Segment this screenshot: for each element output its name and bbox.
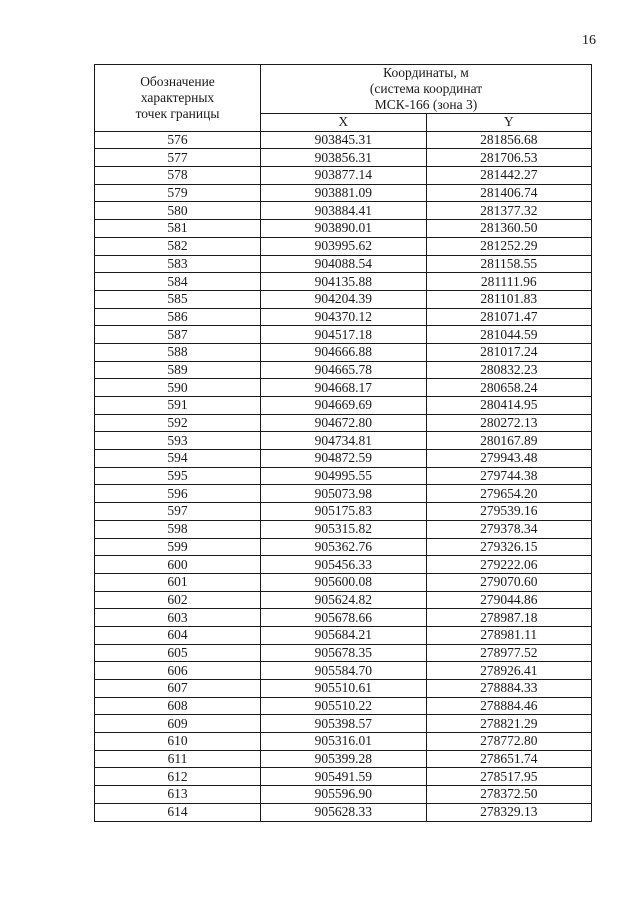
coords-header-line: Координаты, м bbox=[383, 65, 469, 80]
y-coordinate-cell: 281158.55 bbox=[426, 255, 592, 273]
x-coordinate-cell: 905584.70 bbox=[261, 662, 427, 680]
y-coordinate-cell: 279070.60 bbox=[426, 573, 592, 591]
point-cell: 602 bbox=[95, 591, 261, 609]
table-row bbox=[95, 715, 592, 733]
x-coordinate-cell: 905678.66 bbox=[261, 609, 427, 627]
table-row bbox=[95, 786, 592, 804]
y-coordinate-cell: 279044.86 bbox=[426, 591, 592, 609]
x-coordinate-cell: 905316.01 bbox=[261, 733, 427, 751]
x-coordinate-cell: 904135.88 bbox=[261, 273, 427, 291]
point-cell: 582 bbox=[95, 237, 261, 255]
y-coordinate-cell: 279744.38 bbox=[426, 467, 592, 485]
point-cell: 593 bbox=[95, 432, 261, 450]
x-coordinate-cell: 905628.33 bbox=[261, 803, 427, 821]
x-coordinate-cell: 905491.59 bbox=[261, 768, 427, 786]
table-row bbox=[95, 220, 592, 238]
y-coordinate-cell: 281360.50 bbox=[426, 220, 592, 238]
y-coordinate-cell: 281377.32 bbox=[426, 202, 592, 220]
y-coordinate-cell: 279654.20 bbox=[426, 485, 592, 503]
header-row bbox=[95, 65, 592, 114]
table-row bbox=[95, 432, 592, 450]
y-coordinate-cell: 278987.18 bbox=[426, 609, 592, 627]
y-coordinate-cell: 281706.53 bbox=[426, 149, 592, 167]
x-coordinate-cell: 903995.62 bbox=[261, 237, 427, 255]
y-coordinate-cell: 279326.15 bbox=[426, 538, 592, 556]
table-header bbox=[95, 65, 592, 132]
y-coordinate-cell: 280167.89 bbox=[426, 432, 592, 450]
x-coordinate-cell: 904088.54 bbox=[261, 255, 427, 273]
table-row bbox=[95, 397, 592, 415]
point-cell: 590 bbox=[95, 379, 261, 397]
point-designation-header bbox=[95, 65, 261, 132]
table-row bbox=[95, 379, 592, 397]
x-coordinate-cell: 905600.08 bbox=[261, 573, 427, 591]
x-coordinate-cell: 904672.80 bbox=[261, 414, 427, 432]
y-coordinate-cell: 281856.68 bbox=[426, 131, 592, 149]
x-coordinate-cell: 905510.22 bbox=[261, 697, 427, 715]
x-coordinate-cell: 905073.98 bbox=[261, 485, 427, 503]
y-coordinate-cell: 278981.11 bbox=[426, 626, 592, 644]
y-coordinate-cell: 278977.52 bbox=[426, 644, 592, 662]
point-cell: 577 bbox=[95, 149, 261, 167]
point-cell: 604 bbox=[95, 626, 261, 644]
y-coordinate-cell: 280658.24 bbox=[426, 379, 592, 397]
point-cell: 611 bbox=[95, 750, 261, 768]
y-coordinate-cell: 278329.13 bbox=[426, 803, 592, 821]
point-cell: 589 bbox=[95, 361, 261, 379]
point-cell: 585 bbox=[95, 290, 261, 308]
x-coordinate-cell: 903881.09 bbox=[261, 184, 427, 202]
y-column-header: Y bbox=[426, 114, 592, 132]
table-row bbox=[95, 343, 592, 361]
point-cell: 594 bbox=[95, 450, 261, 468]
y-coordinate-cell: 281252.29 bbox=[426, 237, 592, 255]
table-row bbox=[95, 609, 592, 627]
table-body bbox=[95, 131, 592, 821]
table-row bbox=[95, 644, 592, 662]
y-coordinate-cell: 278884.46 bbox=[426, 697, 592, 715]
point-cell: 581 bbox=[95, 220, 261, 238]
y-coordinate-cell: 281071.47 bbox=[426, 308, 592, 326]
y-coordinate-cell: 281101.83 bbox=[426, 290, 592, 308]
x-coordinate-cell: 904370.12 bbox=[261, 308, 427, 326]
coords-header-line: МСК-166 (зона 3) bbox=[374, 97, 478, 112]
y-coordinate-cell: 278651.74 bbox=[426, 750, 592, 768]
table-row bbox=[95, 450, 592, 468]
page-number: 16 bbox=[582, 33, 596, 48]
table-row bbox=[95, 697, 592, 715]
table-row bbox=[95, 680, 592, 698]
x-coordinate-cell: 905678.35 bbox=[261, 644, 427, 662]
point-cell: 613 bbox=[95, 786, 261, 804]
point-cell: 587 bbox=[95, 326, 261, 344]
table-row bbox=[95, 255, 592, 273]
y-coordinate-cell: 281044.59 bbox=[426, 326, 592, 344]
point-cell: 591 bbox=[95, 397, 261, 415]
point-cell: 588 bbox=[95, 343, 261, 361]
coordinates-table bbox=[94, 64, 592, 822]
x-coordinate-cell: 905456.33 bbox=[261, 556, 427, 574]
point-cell: 600 bbox=[95, 556, 261, 574]
table-row bbox=[95, 290, 592, 308]
table-row bbox=[95, 273, 592, 291]
point-header-line: точек границы bbox=[135, 105, 220, 121]
table-row bbox=[95, 202, 592, 220]
x-coordinate-cell: 905399.28 bbox=[261, 750, 427, 768]
point-cell: 612 bbox=[95, 768, 261, 786]
x-coordinate-cell: 903877.14 bbox=[261, 167, 427, 185]
table-row bbox=[95, 733, 592, 751]
point-cell: 614 bbox=[95, 803, 261, 821]
y-coordinate-cell: 279378.34 bbox=[426, 520, 592, 538]
point-cell: 586 bbox=[95, 308, 261, 326]
table-row bbox=[95, 750, 592, 768]
x-column-header: X bbox=[261, 114, 427, 132]
table-row bbox=[95, 538, 592, 556]
table-row bbox=[95, 485, 592, 503]
table-row bbox=[95, 662, 592, 680]
table-row bbox=[95, 556, 592, 574]
table-row bbox=[95, 361, 592, 379]
table-row bbox=[95, 626, 592, 644]
point-header-line: Обозначение bbox=[140, 73, 215, 89]
y-coordinate-cell: 281406.74 bbox=[426, 184, 592, 202]
y-coordinate-cell: 279539.16 bbox=[426, 503, 592, 521]
point-cell: 580 bbox=[95, 202, 261, 220]
table-row bbox=[95, 573, 592, 591]
coordinates-header bbox=[261, 65, 592, 114]
point-cell: 597 bbox=[95, 503, 261, 521]
point-cell: 608 bbox=[95, 697, 261, 715]
y-coordinate-cell: 280414.95 bbox=[426, 397, 592, 415]
point-cell: 605 bbox=[95, 644, 261, 662]
table-row bbox=[95, 326, 592, 344]
x-coordinate-cell: 905596.90 bbox=[261, 786, 427, 804]
y-coordinate-cell: 281442.27 bbox=[426, 167, 592, 185]
y-coordinate-cell: 278517.95 bbox=[426, 768, 592, 786]
point-header-line: характерных bbox=[140, 89, 215, 105]
table-row bbox=[95, 520, 592, 538]
point-cell: 606 bbox=[95, 662, 261, 680]
point-cell: 578 bbox=[95, 167, 261, 185]
x-coordinate-cell: 904204.39 bbox=[261, 290, 427, 308]
x-coordinate-cell: 904668.17 bbox=[261, 379, 427, 397]
point-cell: 595 bbox=[95, 467, 261, 485]
y-coordinate-cell: 278884.33 bbox=[426, 680, 592, 698]
table-row bbox=[95, 308, 592, 326]
table-row bbox=[95, 237, 592, 255]
y-coordinate-cell: 279222.06 bbox=[426, 556, 592, 574]
point-cell: 603 bbox=[95, 609, 261, 627]
table-row bbox=[95, 184, 592, 202]
x-coordinate-cell: 904995.55 bbox=[261, 467, 427, 485]
table-row bbox=[95, 503, 592, 521]
y-coordinate-cell: 278926.41 bbox=[426, 662, 592, 680]
x-coordinate-cell: 905315.82 bbox=[261, 520, 427, 538]
x-coordinate-cell: 904872.59 bbox=[261, 450, 427, 468]
y-coordinate-cell: 281017.24 bbox=[426, 343, 592, 361]
table-row bbox=[95, 414, 592, 432]
x-coordinate-cell: 904517.18 bbox=[261, 326, 427, 344]
point-cell: 609 bbox=[95, 715, 261, 733]
x-coordinate-cell: 905398.57 bbox=[261, 715, 427, 733]
point-cell: 576 bbox=[95, 131, 261, 149]
table-row bbox=[95, 803, 592, 821]
point-cell: 607 bbox=[95, 680, 261, 698]
point-cell: 599 bbox=[95, 538, 261, 556]
table-row bbox=[95, 167, 592, 185]
coords-header-line: (система координат bbox=[369, 81, 483, 96]
y-coordinate-cell: 278821.29 bbox=[426, 715, 592, 733]
y-coordinate-cell: 280832.23 bbox=[426, 361, 592, 379]
table-row bbox=[95, 149, 592, 167]
x-coordinate-cell: 905684.21 bbox=[261, 626, 427, 644]
x-coordinate-cell: 903856.31 bbox=[261, 149, 427, 167]
point-cell: 601 bbox=[95, 573, 261, 591]
table-row bbox=[95, 591, 592, 609]
point-cell: 610 bbox=[95, 733, 261, 751]
table-row bbox=[95, 768, 592, 786]
point-cell: 596 bbox=[95, 485, 261, 503]
x-coordinate-cell: 905175.83 bbox=[261, 503, 427, 521]
x-coordinate-cell: 905362.76 bbox=[261, 538, 427, 556]
table-row bbox=[95, 467, 592, 485]
point-cell: 584 bbox=[95, 273, 261, 291]
y-coordinate-cell: 281111.96 bbox=[426, 273, 592, 291]
x-coordinate-cell: 903884.41 bbox=[261, 202, 427, 220]
x-coordinate-cell: 904666.88 bbox=[261, 343, 427, 361]
point-cell: 592 bbox=[95, 414, 261, 432]
x-coordinate-cell: 903845.31 bbox=[261, 131, 427, 149]
point-cell: 579 bbox=[95, 184, 261, 202]
x-coordinate-cell: 905510.61 bbox=[261, 680, 427, 698]
point-cell: 583 bbox=[95, 255, 261, 273]
x-coordinate-cell: 903890.01 bbox=[261, 220, 427, 238]
y-coordinate-cell: 278372.50 bbox=[426, 786, 592, 804]
x-coordinate-cell: 905624.82 bbox=[261, 591, 427, 609]
x-coordinate-cell: 904665.78 bbox=[261, 361, 427, 379]
x-coordinate-cell: 904669.69 bbox=[261, 397, 427, 415]
y-coordinate-cell: 280272.13 bbox=[426, 414, 592, 432]
point-cell: 598 bbox=[95, 520, 261, 538]
y-coordinate-cell: 278772.80 bbox=[426, 733, 592, 751]
x-coordinate-cell: 904734.81 bbox=[261, 432, 427, 450]
table-row bbox=[95, 131, 592, 149]
y-coordinate-cell: 279943.48 bbox=[426, 450, 592, 468]
